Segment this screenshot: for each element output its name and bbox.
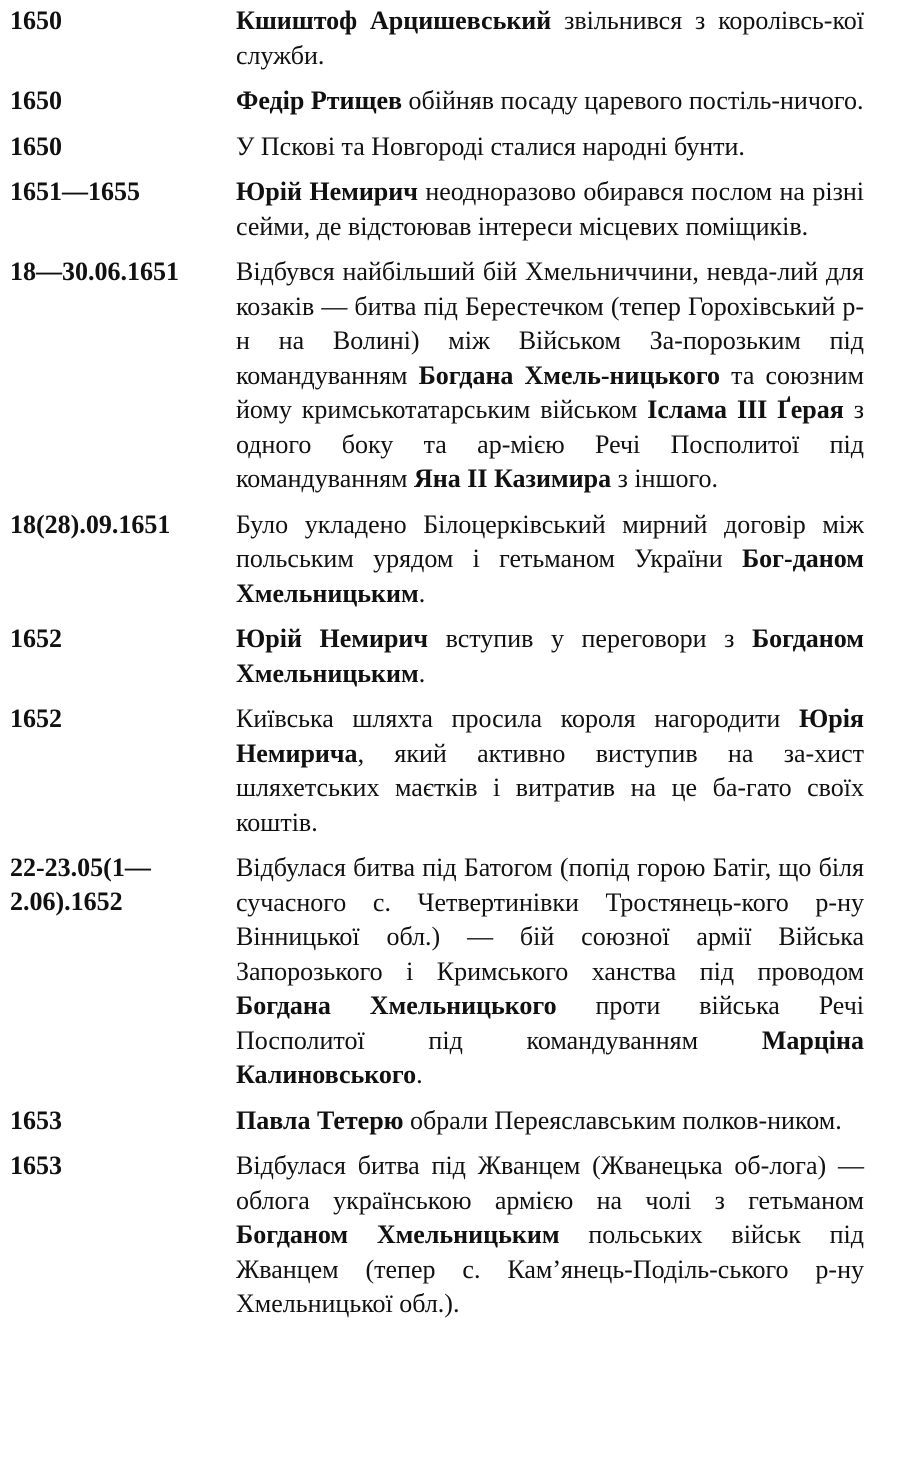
entry-text (236, 4, 864, 73)
entry-name-highlight: Іслама III Ґерая (647, 395, 844, 424)
entry-name-highlight: Богдана Хмель-ницького (418, 360, 721, 390)
chronology-entry (10, 255, 864, 497)
chronology-entry (10, 702, 864, 840)
entry-text-fragment: . (418, 658, 426, 688)
entry-text (236, 702, 864, 840)
entry-text-fragment: вступив у переговори з (428, 624, 752, 653)
entry-name-highlight: Юрія Немирича (236, 704, 864, 768)
entry-date: 1650 (10, 6, 62, 35)
entry-name-highlight: Богданом Хмельницьким (236, 1220, 560, 1249)
entry-text-fragment: Відбувся найбільший бій Хмельниччини, невда-лий для козаків — битва під Берестечком (тепер Горохівський р-н на Волині) між Військом За-порозьким під командуванням (236, 257, 864, 390)
entry-text-fragment: неодноразово обирався послом на різні сейми, де відстоював інтереси місцевих поміщиків. (236, 177, 865, 241)
entry-text-fragment: , який активно виступив на за-хист шляхетських маєтків і витратив на це ба-гато своїх коштів. (236, 738, 864, 837)
entry-text-fragment: проти війська Речі Посполитої під командуванням (236, 991, 864, 1055)
chronology-entry (10, 175, 864, 244)
entry-text (236, 175, 864, 244)
entry-text-fragment: Київська шляхта просила короля нагородити (236, 704, 799, 733)
entry-text (236, 1104, 864, 1139)
entry-text-fragment: . (418, 578, 426, 608)
entry-text-fragment: У Пскові та Новгороді сталися народні бунти. (236, 131, 745, 161)
entry-date: 18—30.06.1651 (10, 257, 179, 286)
entry-text (236, 1149, 864, 1322)
entry-text-fragment: з одного боку та ар-мією Речі Посполитої під командуванням (236, 395, 865, 493)
entry-text (236, 255, 864, 497)
chronology-list (10, 4, 864, 1322)
entry-text-fragment: звільнився з королівсь-кої служби. (236, 6, 864, 70)
entry-text-fragment: з іншого. (611, 464, 719, 493)
entry-text (236, 508, 864, 612)
entry-text-fragment: польських військ під Жванцем (тепер с. Кам’янець-Поділь-ського р-ну Хмельницької обл.). (236, 1220, 864, 1318)
entry-text-fragment: обрали Переяславським полков-ником. (403, 1105, 842, 1135)
chronology-entry (10, 130, 864, 165)
entry-name-highlight: Богдана Хмельницького (236, 991, 557, 1020)
entry-text-fragment: Відбулася битва під Жванцем (Жванецька об-лога) — облога українською армією на чолі з гетьманом (236, 1151, 864, 1215)
entry-name-highlight: Юрій Немирич (236, 624, 429, 653)
entry-date: 1653 (10, 1151, 62, 1180)
entry-date: 22-23.05(1— 2.06).1652 (10, 853, 151, 916)
entry-name-highlight: Павла Тетерю (236, 1105, 404, 1135)
entry-text (236, 851, 864, 1093)
entry-text-fragment: та союзним йому кримськотатарським військом (236, 360, 864, 424)
entry-text (236, 84, 864, 119)
entry-text (236, 130, 864, 165)
entry-date: 18(28).09.1651 (10, 509, 171, 539)
chronology-entry (10, 622, 864, 691)
chronology-entry (10, 4, 864, 73)
entry-name-highlight: Юрій Немирич (236, 177, 418, 206)
chronology-entry (10, 1104, 864, 1139)
entry-text-fragment: . (416, 1060, 423, 1089)
entry-text-fragment: Відбулася битва під Батогом (попід горою Батіг, що біля сучасного с. Четвертинівки Тростянець-кого р-ну Вінницької обл.) — бій союзної армії Війська Запорозького і Кримського ханства під проводом (236, 853, 864, 986)
chronology-entry (10, 508, 864, 612)
entry-date: 1650 (10, 131, 62, 161)
entry-name-highlight: Марціна Калиновського (236, 1025, 864, 1089)
entry-name-highlight: Яна II Казимира (414, 464, 612, 493)
entry-date: 1651—1655 (10, 177, 140, 206)
entry-date: 1652 (10, 624, 62, 653)
entry-text (236, 622, 864, 691)
chronology-entry (10, 1149, 864, 1322)
entry-text-fragment: Було укладено Білоцерківський мирний договір між польським урядом і гетьманом України (236, 509, 864, 573)
chronology-entry (10, 851, 864, 1093)
chronology-entry (10, 84, 864, 119)
entry-date: 1650 (10, 86, 62, 115)
entry-name-highlight: Федір Ртищев (236, 86, 403, 115)
entry-name-highlight: Бог-даном Хмельницьким (236, 544, 864, 608)
entry-name-highlight: Богданом Хмельницьким (236, 624, 864, 688)
entry-text-fragment: обійняв посаду царевого постіль-ничого. (402, 86, 864, 115)
entry-name-highlight: Кшиштоф Арцишевський (236, 6, 552, 35)
entry-date: 1652 (10, 704, 62, 733)
entry-date: 1653 (10, 1105, 62, 1135)
